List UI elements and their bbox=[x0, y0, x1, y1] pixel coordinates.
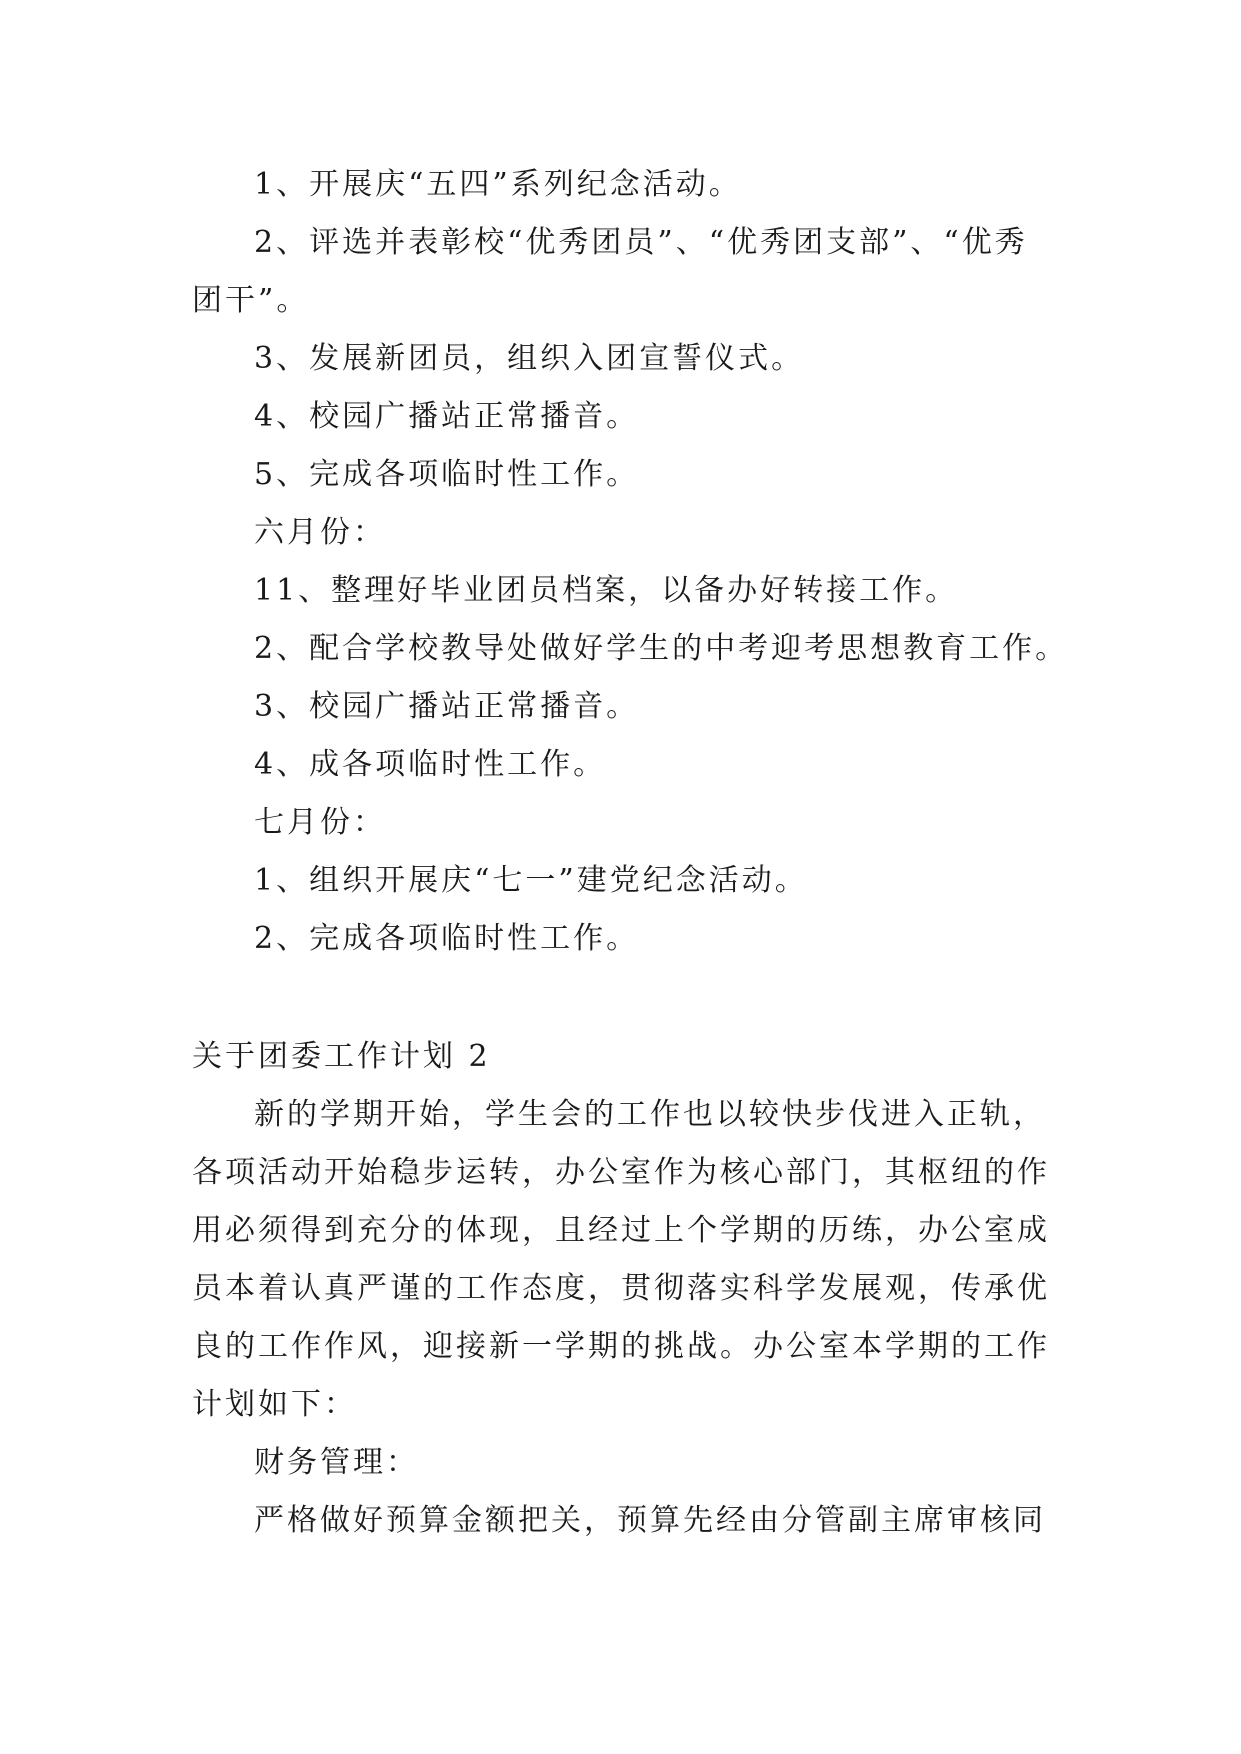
text-line: 5、完成各项临时性工作。 bbox=[254, 457, 640, 492]
text-line: 3、发展新团员，组织入团宣誓仪式。 bbox=[254, 341, 805, 376]
text-line: 关于团委工作计划 2 bbox=[192, 1039, 491, 1074]
text-line: 4、成各项临时性工作。 bbox=[254, 747, 607, 782]
text-line: 2、完成各项临时性工作。 bbox=[254, 921, 640, 956]
text-line: 用必须得到充分的体现，且经过上个学期的历练，办公室成 bbox=[192, 1213, 1050, 1248]
text-line: 各项活动开始稳步运转，办公室作为核心部门，其枢纽的作 bbox=[192, 1155, 1050, 1190]
text-line: 1、开展庆“五四”系列纪念活动。 bbox=[254, 167, 742, 202]
text-line: 2、配合学校教导处做好学生的中考迎考思想教育工作。 bbox=[254, 631, 1069, 666]
text-line: 严格做好预算金额把关，预算先经由分管副主席审核同 bbox=[254, 1503, 1046, 1538]
text-line: 计划如下： bbox=[192, 1387, 357, 1422]
text-line: 团干”。 bbox=[192, 283, 310, 318]
text-line: 4、校园广播站正常播音。 bbox=[254, 399, 640, 434]
text-line: 11、整理好毕业团员档案，以备办好转接工作。 bbox=[254, 573, 959, 608]
text-line: 七月份： bbox=[254, 805, 386, 840]
text-line: 2、评选并表彰校“优秀团员”、“优秀团支部”、“优秀 bbox=[254, 225, 1028, 260]
section-may-june-july-plan bbox=[192, 156, 1072, 968]
text-line: 六月份： bbox=[254, 515, 386, 550]
document-content bbox=[192, 156, 1072, 1550]
text-line: 1、组织开展庆“七一”建党纪念活动。 bbox=[254, 863, 808, 898]
section-gap bbox=[192, 968, 1072, 1028]
text-line: 财务管理： bbox=[254, 1445, 419, 1480]
text-line: 3、校园广播站正常播音。 bbox=[254, 689, 640, 724]
text-line: 员本着认真严谨的工作态度，贯彻落实科学发展观，传承优 bbox=[192, 1271, 1050, 1306]
section-work-plan-2 bbox=[192, 1028, 1072, 1550]
text-line: 良的工作作风，迎接新一学期的挑战。办公室本学期的工作 bbox=[192, 1329, 1050, 1364]
text-line: 新的学期开始，学生会的工作也以较快步伐进入正轨， bbox=[254, 1097, 1046, 1132]
